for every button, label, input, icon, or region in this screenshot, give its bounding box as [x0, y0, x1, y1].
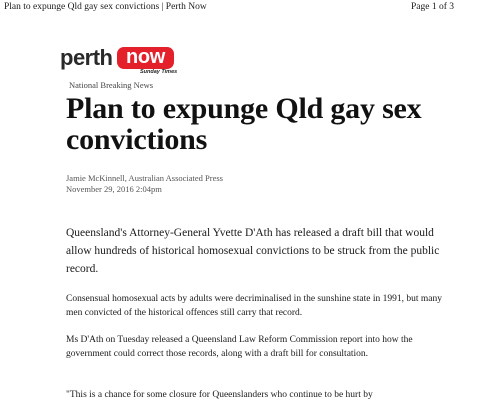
print-header-page-number: Page 1 of 3: [410, 2, 454, 12]
article-byline: [66, 173, 223, 195]
perthnow-logo[interactable]: [60, 44, 190, 78]
article-headline: Plan to expunge Qld gay sex convictions: [66, 92, 422, 156]
logo-now-badge: [117, 47, 174, 69]
logo-now-text: now: [125, 46, 166, 68]
article-author: Jamie McKinnell, Australian Associated Press: [66, 173, 223, 183]
print-header-title: Plan to expunge Qld gay sex convictions | Perth Now: [4, 2, 207, 12]
print-header: [0, 0, 500, 14]
article-paragraph: Consensual homosexual acts by adults were decriminalised in the sunshine state in 1991, but many men convicted of the historical offences still carry that record.: [66, 294, 442, 318]
article-paragraph: "This is a chance for some closure for Queenslanders who continue to be hurt by: [66, 390, 373, 400]
logo-perth-text: perth: [60, 45, 113, 70]
section-label[interactable]: National Breaking News: [69, 80, 154, 90]
logo-sunday-times-text: Sunday Times: [140, 69, 178, 75]
article-lead-paragraph: Queensland's Attorney-General Yvette D'Ath has released a draft bill that would allow hundreds of historical homosexual convictions to be struck from the public record.: [66, 227, 440, 275]
article-date: November 29, 2016 2:04pm: [66, 184, 162, 194]
article-paragraph: Ms D'Ath on Tuesday released a Queensland Law Reform Commission report into how the government could correct those records, along with a draft bill for consultation.: [66, 335, 413, 359]
